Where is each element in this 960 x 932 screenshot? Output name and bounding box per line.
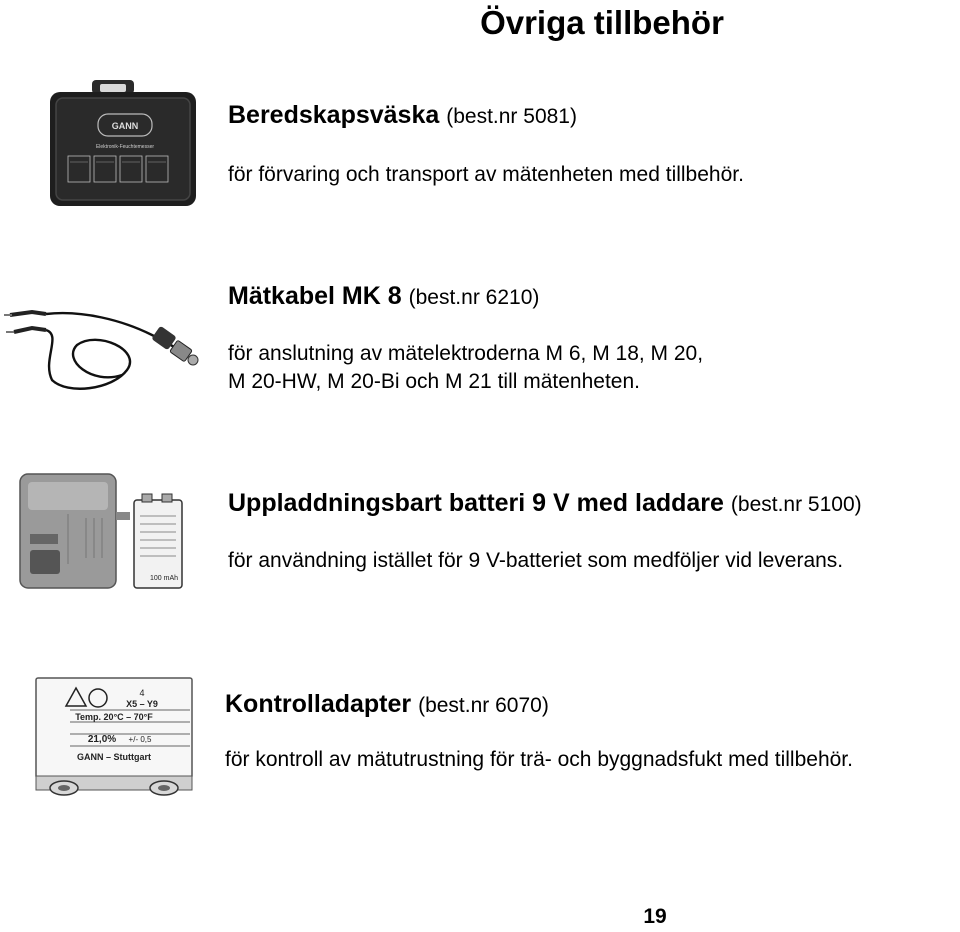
control-adapter-image	[34, 676, 194, 798]
page-number: 19	[643, 905, 667, 928]
product-name: Mätkabel MK 8 (best.nr 6210)	[228, 282, 540, 310]
adapter-label-temp: Temp. 20°C – 70°F	[75, 712, 153, 722]
adapter-label-maker: GANN – Stuttgart	[77, 752, 151, 762]
adapter-label-number: 4	[139, 688, 145, 698]
carrying-case-image	[46, 78, 200, 210]
case-logo-text: GANN	[111, 121, 139, 131]
product-description: för förvaring och transport av mätenheten med tillbehör.	[228, 163, 744, 186]
adapter-label-percent: 21,0%	[87, 734, 117, 745]
battery-charger-image	[16, 468, 188, 592]
product-name: Uppladdningsbart batteri 9 V med laddare (best.nr 5100)	[228, 489, 862, 517]
product-description: för kontroll av mätutrustning för trä- och byggnadsfukt med tillbehör.	[225, 748, 853, 771]
adapter-label-tolerance: +/- 0,5	[128, 735, 152, 744]
adapter-label-xy: X5 – Y9	[126, 699, 158, 709]
measurement-cable-image	[2, 290, 202, 400]
product-description: för användning istället för 9 V-batteriet som medföljer vid leverans.	[228, 549, 844, 572]
page-title: Övriga tillbehör	[480, 4, 724, 41]
product-description: för anslutning av mätelektroderna M 6, M 18, M 20, M 20-HW, M 20-Bi och M 21 till mätenheten.	[228, 342, 704, 393]
case-label-text: Elektronik-Feuchtemesser	[95, 144, 155, 150]
battery-label-text: 100 mAh	[149, 575, 179, 582]
product-name: Beredskapsväska (best.nr 5081)	[228, 101, 577, 129]
product-name: Kontrolladapter (best.nr 6070)	[225, 690, 549, 718]
